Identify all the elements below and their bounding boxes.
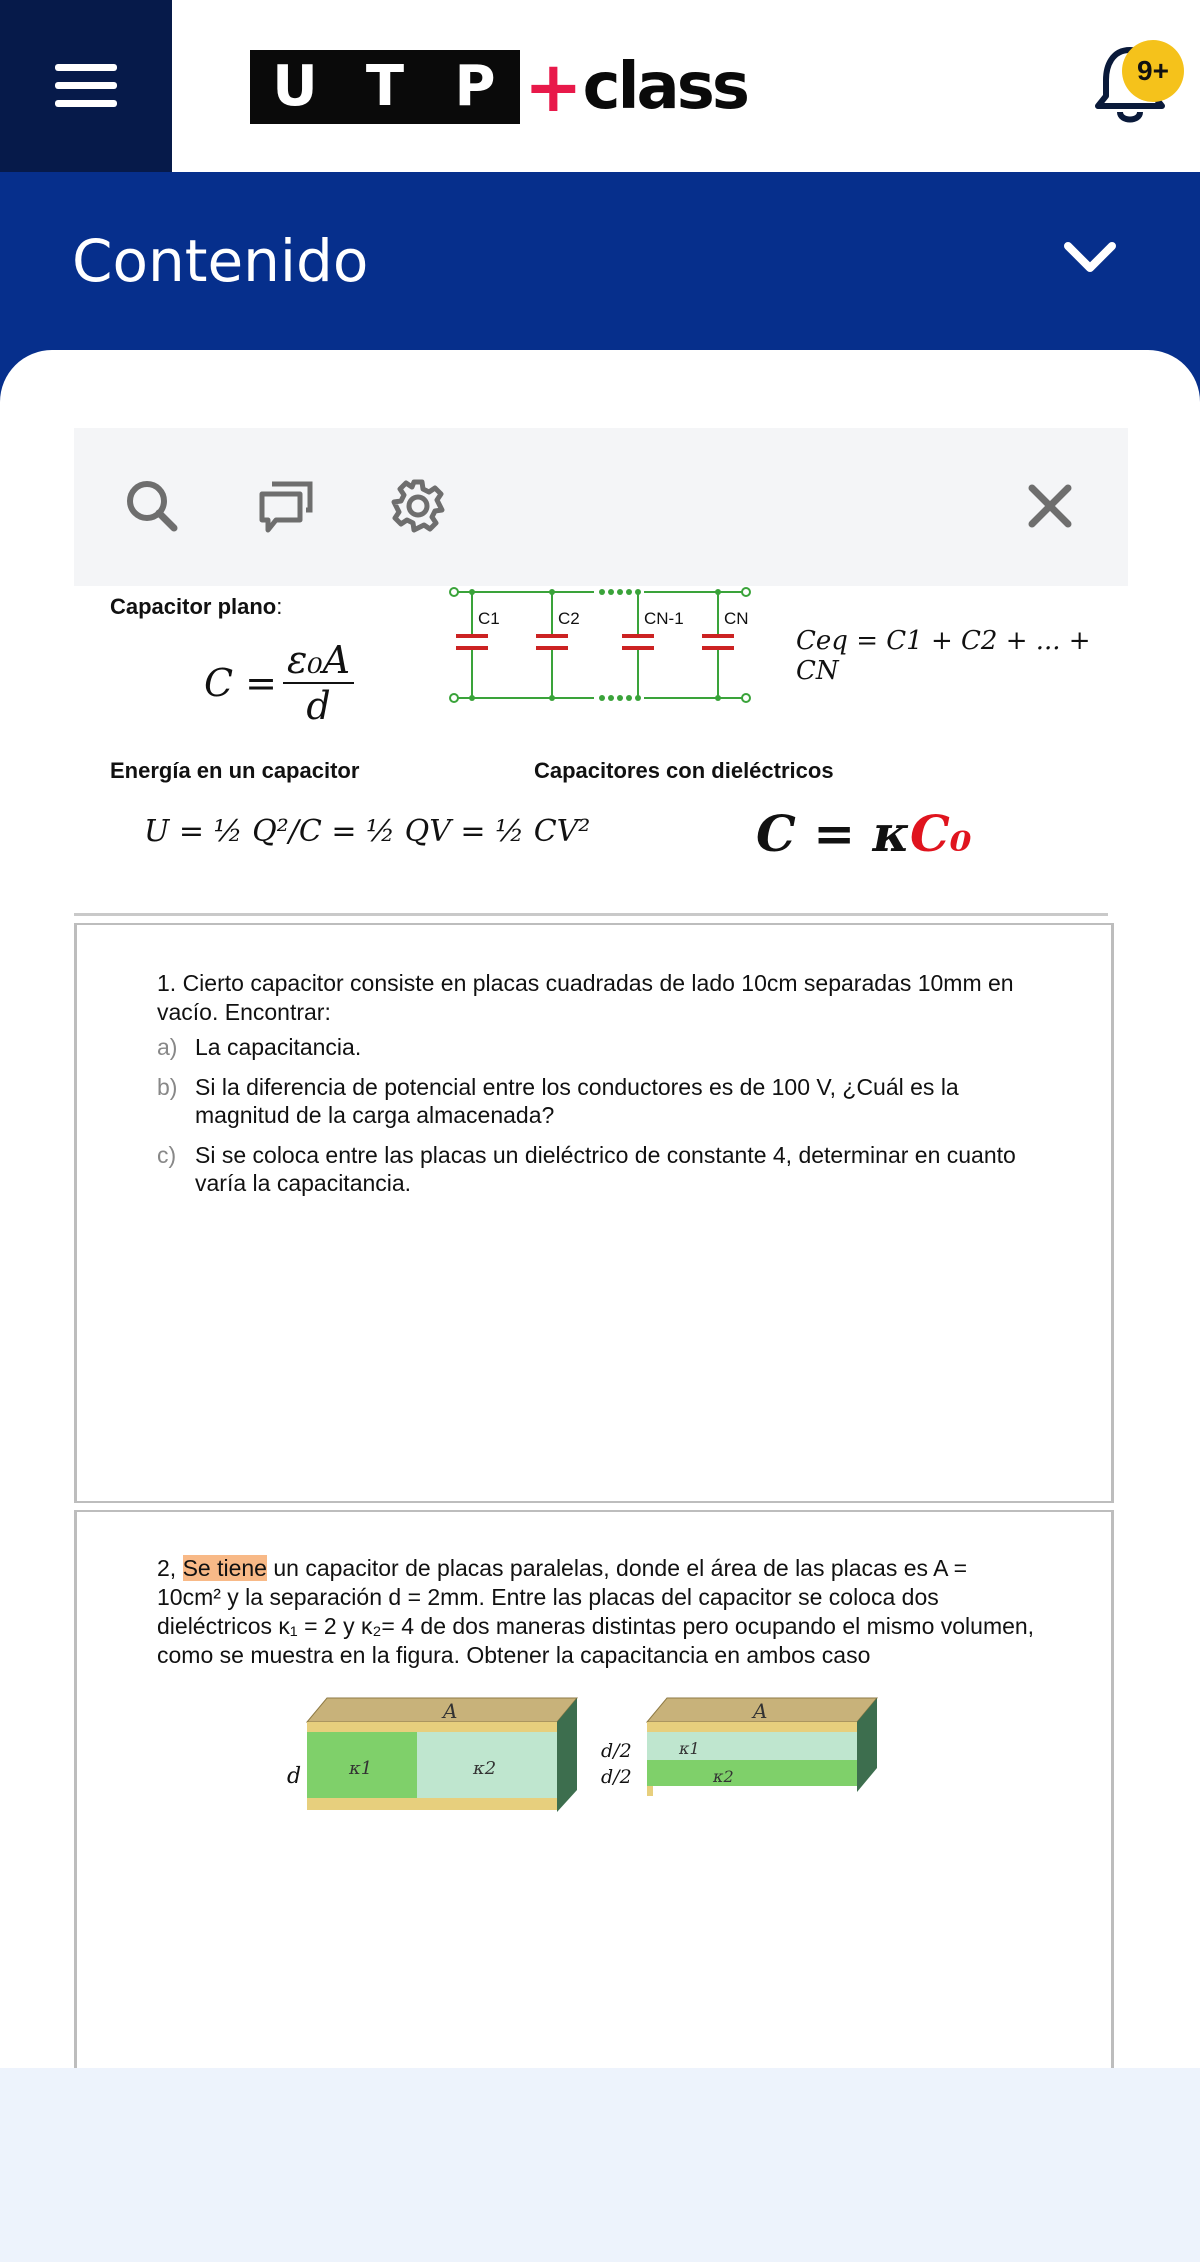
option-a-text: La capacitancia.: [195, 1034, 362, 1060]
settings-icon[interactable]: [388, 476, 448, 536]
document-viewer[interactable]: [74, 428, 1128, 2068]
option-b-letter: b): [157, 1074, 178, 1100]
circuit-label-c2: C2: [558, 609, 580, 628]
capacitor-plano-heading: [110, 594, 282, 620]
capacitor-figure-stacked: [637, 1692, 887, 1832]
problem-2-body: un capacitor de placas paralelas, donde el área de las placas es A = 10cm² y la separación d = 2mm. Entre las placas del capacitor se coloca dos dieléctricos κ₁ = 2 y κ₂= 4 de dos maneras distintas pero ocupando el mismo volumen, como se muestra en la figura. Obtener la capacitancia en ambos caso: [157, 1555, 1035, 1668]
utp-class-logo[interactable]: [250, 48, 747, 126]
logo-letter-p: P: [454, 54, 496, 119]
logo-utp-block-2: [340, 50, 430, 124]
problem-1-option-b: [157, 1073, 1037, 1129]
formula-c-denominator: d: [306, 684, 331, 728]
top-bar: [0, 0, 1200, 172]
circuit-label-c1: C1: [478, 609, 500, 628]
logo-utp-block: [250, 50, 340, 124]
fig-right-k1: κ1: [679, 1739, 700, 1758]
document-page-3: [74, 1510, 1114, 2068]
capacitance-formula: [204, 638, 354, 728]
fig-right-k2: κ2: [713, 1767, 734, 1786]
highlighted-text[interactable]: Se tiene: [182, 1555, 267, 1581]
option-b-text: Si la diferencia de potencial entre los conductores es de 100 V, ¿Cuál es la magnitud de la carga almacenada?: [195, 1074, 959, 1128]
problem-2-text: [157, 1554, 1037, 1670]
dielectric-formula: [756, 804, 972, 863]
energia-heading: Energía en un capacitor: [110, 758, 360, 783]
dielectric-formula-lhs: C = κ: [756, 804, 910, 863]
close-icon[interactable]: [1020, 476, 1080, 536]
logo-letter-u: U: [272, 54, 318, 119]
logo-letter-t: T: [365, 54, 405, 119]
document-page-1: [74, 586, 1108, 916]
parallel-capacitors-circuit: [444, 586, 844, 706]
fig-left-plate-label: A: [443, 1699, 458, 1723]
fig-right-plate-label: A: [753, 1699, 768, 1723]
search-icon[interactable]: [122, 476, 182, 536]
problem-2-number: 2,: [157, 1555, 177, 1581]
chevron-down-icon[interactable]: [1060, 232, 1120, 282]
ceq-formula: Ceq = C1 + C2 + ... + CN: [796, 626, 1091, 686]
bottom-area: [0, 2068, 1200, 2262]
comments-icon[interactable]: [256, 476, 316, 536]
circuit-label-cn: CN: [724, 609, 749, 628]
option-c-text: Si se coloca entre las placas un dieléctrico de constante 4, determinar en cuanto varía la capacitancia.: [195, 1142, 1016, 1196]
hamburger-icon: [55, 64, 117, 108]
problem-1-intro: 1. Cierto capacitor consiste en placas cuadradas de lado 10cm separadas 10mm en vacío. Encontrar:: [157, 970, 1014, 1025]
problem-1-option-a: [157, 1033, 1037, 1061]
menu-button[interactable]: [0, 0, 172, 172]
option-a-letter: a): [157, 1034, 178, 1060]
problem-1-option-c: [157, 1141, 1037, 1197]
capacitor-figure-side-by-side: [297, 1692, 587, 1832]
fig-left-d-label: d: [287, 1764, 302, 1789]
fig-right-bottom-label: d/2: [601, 1766, 632, 1788]
formula-c-lhs: C =: [204, 661, 277, 705]
fig-left-k1: κ1: [349, 1758, 373, 1779]
fig-left-k2: κ2: [473, 1758, 497, 1779]
capacitor-plano-label: Capacitor plano: [110, 594, 277, 619]
fig-right-top-label: d/2: [601, 1740, 632, 1762]
document-toolbar: [74, 428, 1128, 586]
formula-c-numerator: ε₀A: [283, 638, 354, 684]
capacitor-plano-colon: :: [276, 594, 283, 619]
formula-c-fraction: [283, 638, 354, 728]
logo-utp-block-3: [430, 50, 520, 124]
document-page-2: [74, 923, 1114, 1503]
circuit-label-cn-1: CN-1: [644, 609, 684, 628]
notification-badge[interactable]: 9+: [1122, 40, 1184, 102]
dielectricos-heading: Capacitores con dieléctricos: [534, 758, 834, 783]
logo-class-word: class: [582, 50, 747, 124]
option-c-letter: c): [157, 1142, 177, 1168]
energy-formula: U = ½ Q²/C = ½ QV = ½ CV²: [144, 814, 591, 849]
logo-plus: +: [524, 46, 583, 128]
content-title: Contenido: [72, 227, 369, 295]
dielectric-formula-c0: C₀: [909, 804, 972, 863]
